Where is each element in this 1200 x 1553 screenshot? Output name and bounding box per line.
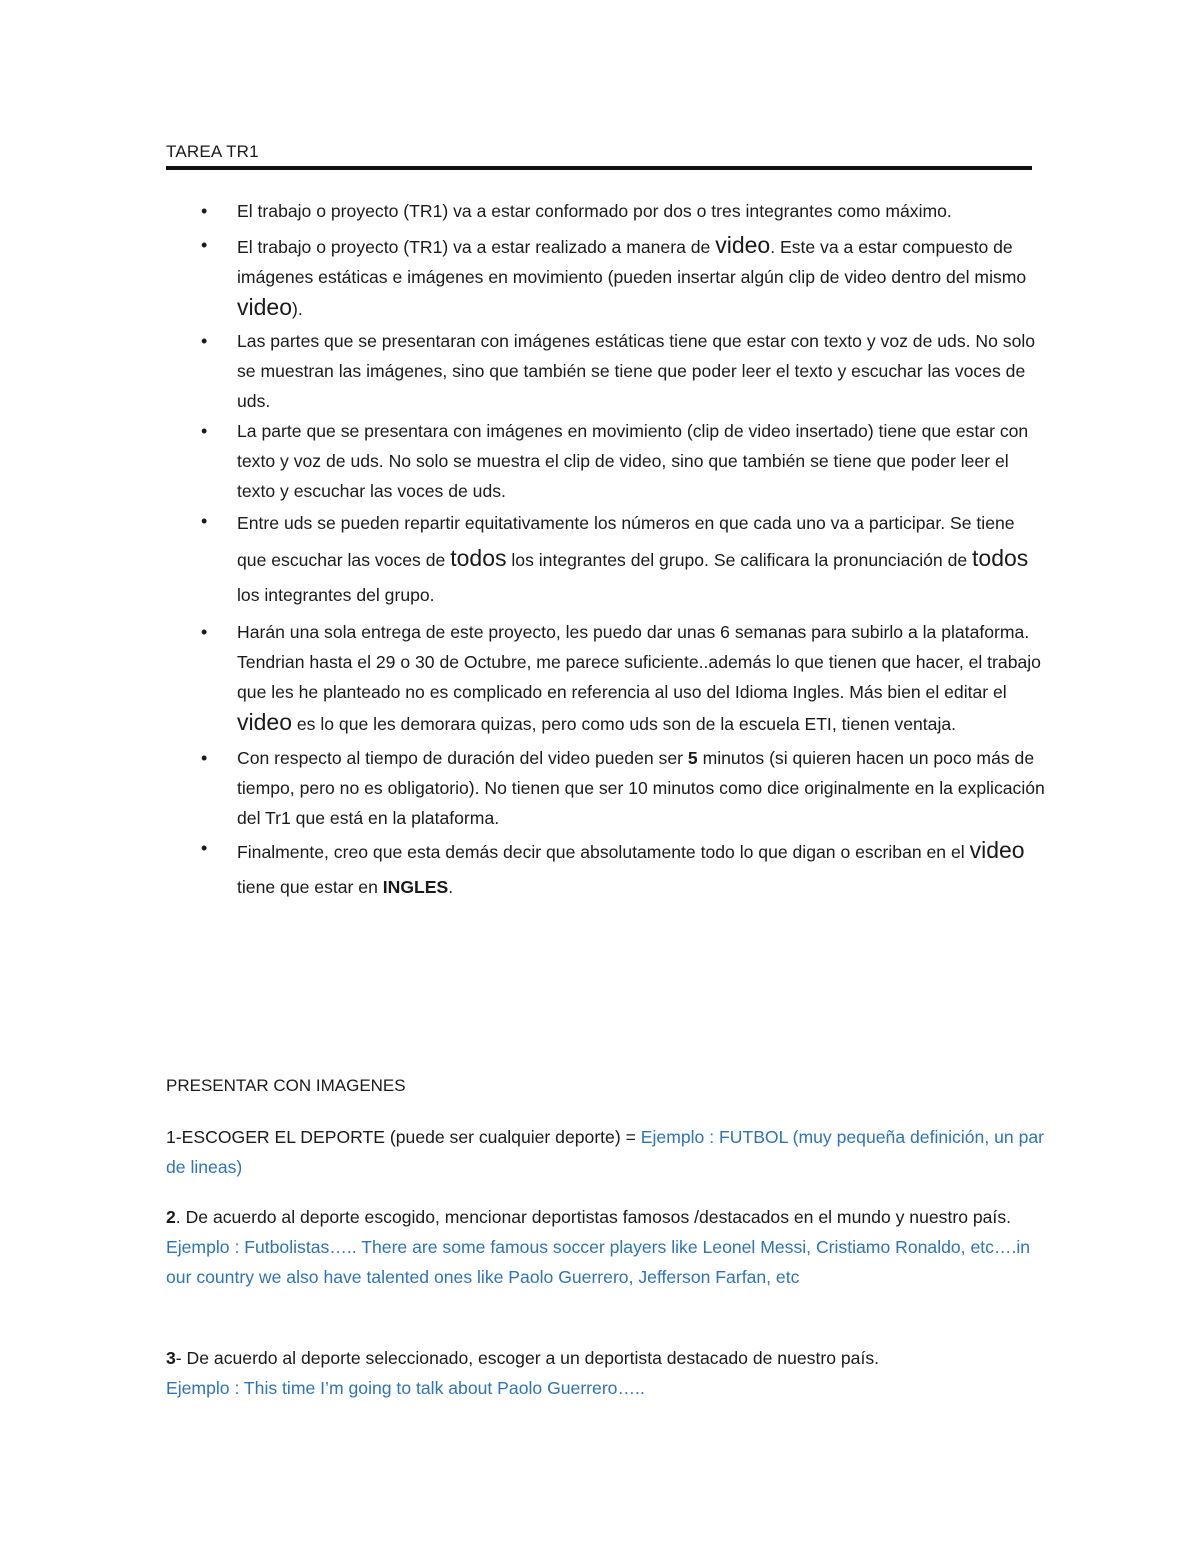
example-text: Ejemplo : This time I’m going to talk about Paolo Guerrero….. xyxy=(166,1378,645,1398)
bullet-icon: • xyxy=(201,235,208,255)
example-text: Ejemplo : FUTBOL (muy pequeña definición, un par de lineas) xyxy=(166,1127,1044,1177)
emphasis-word: video xyxy=(237,294,292,320)
list-item-text: . Este va a estar compuesto de imágenes estáticas e imágenes en movimiento (pueden insertar algún clip de video dentro del mismo xyxy=(237,237,1027,287)
list-item-text: Entre uds se pueden repartir equitativamente los números en que cada uno va a participar. Se tiene que escuchar las voces de xyxy=(237,513,1015,570)
step-1-paragraph xyxy=(166,1122,1046,1182)
list-item-text: es lo que les demorara quizas, pero como uds son de la escuela ETI, tienen ventaja. xyxy=(291,714,957,734)
list-item-text: los integrantes del grupo. Se calificara la pronunciación de xyxy=(506,550,973,570)
section-title: PRESENTAR CON IMAGENES xyxy=(166,1076,406,1095)
step-text: . De acuerdo al deporte escogido, mencionar deportistas famosos /destacados en el mundo y nuestro país. xyxy=(175,1207,1012,1227)
step-2-paragraph xyxy=(166,1202,1046,1292)
list-item-text: los integrantes del grupo. xyxy=(237,585,435,605)
list-item xyxy=(166,416,1046,506)
list-item-text: Harán una sola entrega de este proyecto, les puedo dar unas 6 semanas para subirlo a la plataforma. Tendrian hasta el 29 o 30 de Octubre, me parece suficiente..además lo que tienen que hacer, el trabajo que les he planteado no es complicado en referencia al uso del Idioma Ingles. Más bien el editar el xyxy=(237,622,1041,702)
bullet-icon: • xyxy=(201,622,208,642)
list-item xyxy=(166,743,1046,833)
bold-word: INGLES xyxy=(382,877,449,897)
emphasis-word: todos xyxy=(972,545,1029,571)
emphasis-word: video xyxy=(969,837,1025,863)
document-title: TAREA TR1 xyxy=(166,142,259,161)
step-3-paragraph xyxy=(166,1343,1046,1403)
list-item xyxy=(166,230,1046,324)
example-text: Ejemplo : Futbolistas….. xyxy=(166,1237,362,1257)
list-item xyxy=(166,196,1046,226)
bullet-icon: • xyxy=(201,421,208,441)
bullet-icon: • xyxy=(201,511,208,531)
list-item-text: El trabajo o proyecto (TR1) va a estar conformado por dos o tres integrantes como máximo. xyxy=(237,201,952,221)
list-item xyxy=(166,506,1046,613)
step-text: - De acuerdo al deporte seleccionado, escoger a un deportista destacado de nuestro país. xyxy=(175,1348,880,1368)
emphasis-word: video xyxy=(715,232,771,258)
list-item-text: La parte que se presentara con imágenes en movimiento (clip de video insertado) tiene que estar con texto y voz de uds. No solo se muestra el clip de video, sino que también se tiene que poder leer el texto y escuchar las voces de uds. xyxy=(237,421,1029,501)
list-item-text: Las partes que se presentaran con imágenes estáticas tiene que estar con texto y voz de uds. No solo se muestran las imágenes, sino que también se tiene que poder leer el texto y escuchar las voces de uds. xyxy=(237,331,1036,411)
bullet-icon: • xyxy=(201,201,208,221)
bullet-icon: • xyxy=(201,748,208,768)
list-item xyxy=(166,833,1046,905)
list-item-text: Finalmente, creo que esta demás decir que absolutamente todo lo que digan o escriban en el xyxy=(237,842,970,862)
list-item-text: . xyxy=(448,877,454,897)
list-item-text: Con respecto al tiempo de duración del video pueden ser xyxy=(237,748,688,768)
list-item-text: El trabajo o proyecto (TR1) va a estar realizado a manera de xyxy=(237,237,716,257)
emphasis-word: todos xyxy=(450,545,507,571)
list-item xyxy=(166,326,1046,416)
title-underline xyxy=(166,166,1032,170)
step-number: 2 xyxy=(166,1207,176,1227)
step-number: 3 xyxy=(166,1348,176,1368)
list-item xyxy=(166,617,1046,739)
list-item-text: ). xyxy=(291,299,303,319)
step-text: 1-ESCOGER EL DEPORTE (puede ser cualquier deporte) = xyxy=(166,1127,641,1147)
example-text: There are some famous soccer players like Leonel Messi, Cristiamo Ronaldo, etc….in our country we also have talented ones like Paolo Guerrero, Jefferson Farfan, etc xyxy=(166,1237,1031,1287)
emphasis-word: video xyxy=(237,709,292,735)
bullet-list xyxy=(166,196,1046,905)
bold-number: 5 xyxy=(687,748,698,768)
bullet-icon: • xyxy=(201,331,208,351)
list-item-text: tiene que estar en xyxy=(237,877,383,897)
list-item-text: minutos (si quieren hacen un poco más de tiempo, pero no es obligatorio). No tienen que ser 10 minutos como dice originalmente en la explicación del Tr1 que está en la plataforma. xyxy=(237,748,1045,828)
bullet-icon: • xyxy=(201,838,208,858)
